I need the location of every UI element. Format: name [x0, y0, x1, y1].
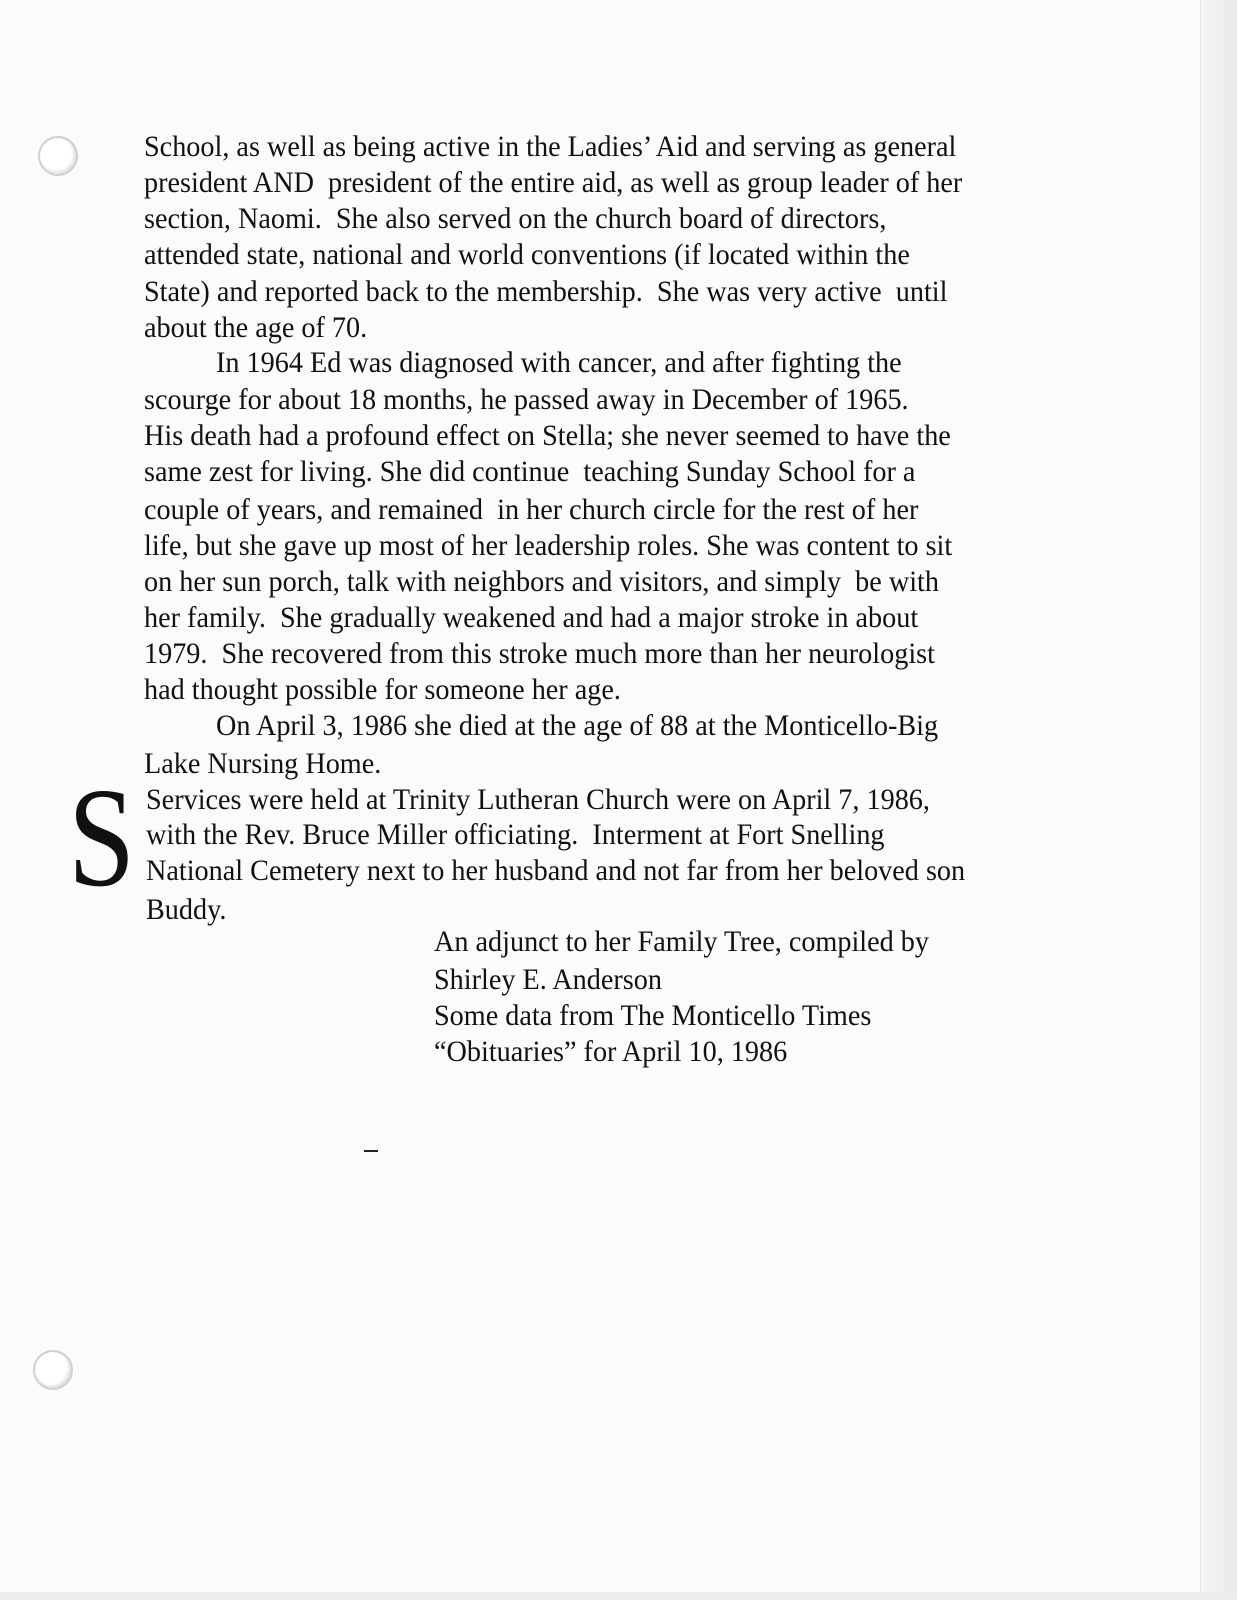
drop-cap: S: [68, 758, 136, 916]
body-line: her family. She gradually weakened and had a major stroke in about: [144, 601, 919, 634]
body-line: On April 3, 1986 she died at the age of 88 at the Monticello-Big: [216, 709, 939, 742]
body-line: life, but she gave up most of her leadership roles. She was content to sit: [144, 529, 953, 562]
body-line: couple of years, and remained in her church circle for the rest of her: [144, 493, 919, 526]
attribution-line: An adjunct to her Family Tree, compiled by: [434, 925, 930, 958]
punch-hole-top: [38, 136, 78, 176]
body-line: attended state, national and world conventions (if located within the: [144, 238, 910, 271]
body-line: National Cemetery next to her husband and not far from her beloved son: [146, 854, 966, 887]
attribution-line: Shirley E. Anderson: [434, 963, 662, 996]
attribution-line: Some data from The Monticello Times: [434, 999, 872, 1032]
body-line: about the age of 70.: [144, 311, 368, 344]
page-edge-shadow: [1200, 0, 1237, 1600]
body-line: Buddy.: [146, 893, 227, 926]
body-line: section, Naomi. She also served on the church board of directors,: [144, 202, 887, 235]
body-line: State) and reported back to the membership. She was very active until: [144, 275, 948, 308]
body-line: In 1964 Ed was diagnosed with cancer, and after fighting the: [216, 346, 902, 379]
punch-hole-bottom: [33, 1350, 73, 1390]
stray-mark: [364, 1150, 378, 1152]
attribution-line: “Obituaries” for April 10, 1986: [434, 1035, 788, 1068]
body-line: president AND president of the entire aid, as well as group leader of her: [144, 166, 963, 199]
body-line: School, as well as being active in the Ladies’ Aid and serving as general: [144, 130, 957, 163]
body-line: scourge for about 18 months, he passed away in December of 1965.: [144, 383, 909, 416]
body-line: His death had a profound effect on Stella; she never seemed to have the: [144, 419, 951, 452]
body-line: had thought possible for someone her age.: [144, 673, 621, 706]
body-line: same zest for living. She did continue teaching Sunday School for a: [144, 455, 916, 488]
body-line: on her sun porch, talk with neighbors and visitors, and simply be with: [144, 565, 939, 598]
body-line: Lake Nursing Home.: [144, 747, 382, 780]
body-line: 1979. She recovered from this stroke much more than her neurologist: [144, 637, 935, 670]
body-line: Services were held at Trinity Lutheran Church were on April 7, 1986,: [146, 783, 930, 816]
page-bottom-edge: [0, 1592, 1237, 1600]
body-line: with the Rev. Bruce Miller officiating. Interment at Fort Snelling: [146, 818, 885, 851]
